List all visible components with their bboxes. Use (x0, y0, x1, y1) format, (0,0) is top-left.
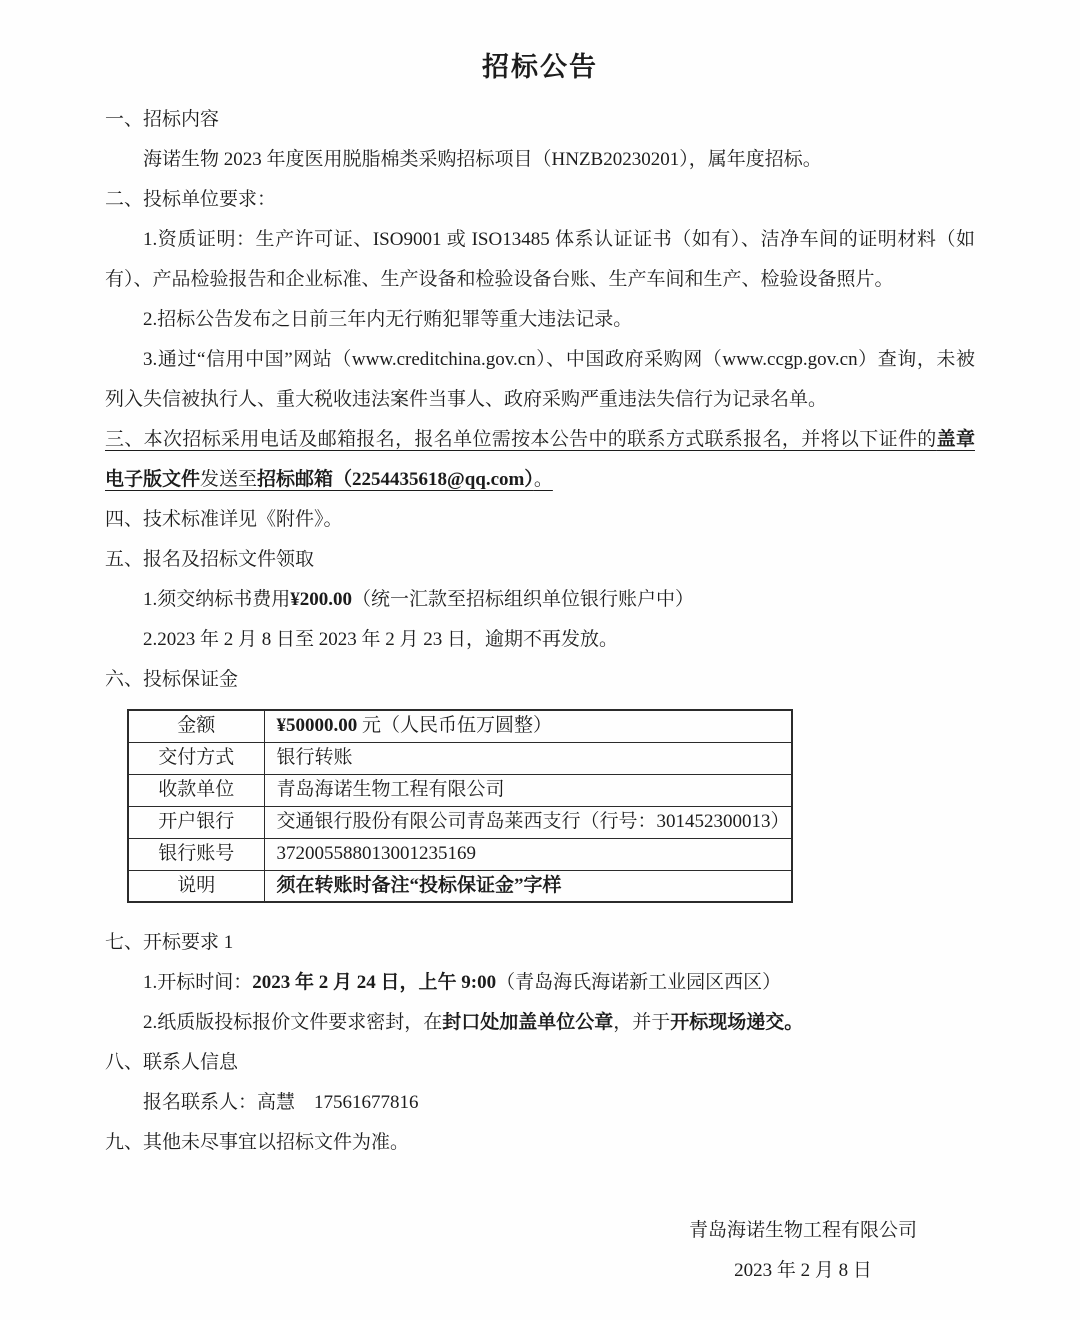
row-label-payment-method: 交付方式 (128, 742, 264, 774)
table-row-account (128, 838, 792, 870)
row-value-bank: 交通银行股份有限公司青岛莱西支行（行号：301452300013） (264, 806, 792, 838)
table-row-note (128, 870, 792, 902)
section-8-heading: 八、联系人信息 (105, 1052, 239, 1073)
section-6-heading: 六、投标保证金 (105, 669, 239, 690)
section-2-item-2: 2.招标公告发布之日前三年内无行贿犯罪等重大违法记录。 (143, 309, 633, 330)
signature-company: 青岛海诺生物工程有限公司 (688, 1220, 917, 1241)
row-value-account: 372005588013001235169 (264, 838, 792, 870)
row-value-amount: ¥50000.00 元（人民币伍万圆整） (264, 710, 792, 742)
page-title: 招标公告 (482, 52, 598, 82)
row-label-payee: 收款单位 (128, 774, 264, 806)
table-row-payment-method (128, 742, 792, 774)
row-value-payee: 青岛海诺生物工程有限公司 (264, 774, 792, 806)
table-row-bank (128, 806, 792, 838)
row-label-account: 银行账号 (128, 838, 264, 870)
section-5-heading: 五、报名及招标文件领取 (105, 549, 315, 570)
section-3-paragraph: 三、本次招标采用电话及邮箱报名，报名单位需按本公告中的联系方式联系报名，并将以下证件的盖章电子版文件发送至招标邮箱（2254435618@qq.com）。 (105, 429, 975, 490)
section-1-body: 海诺生物 2023 年度医用脱脂棉类采购招标项目（HNZB20230201），属年度招标。 (143, 149, 822, 170)
contact-person-line: 报名联系人：高慧 17561677816 (143, 1092, 419, 1113)
section-1-heading: 一、招标内容 (105, 109, 220, 130)
section-2-item-1: 1.资质证明：生产许可证、ISO9001 或 ISO13485 体系认证证书（如有）、洁净车间的证明材料（如有）、产品检验报告和企业标准、生产设备和检验设备台账、生产车间和生产、检验设备照片。 (105, 229, 975, 290)
row-value-note: 须在转账时备注“投标保证金”字样 (264, 870, 792, 902)
signature-block (653, 1211, 953, 1291)
section-4-heading: 四、技术标准详见《附件》。 (105, 509, 343, 530)
bid-bond-table (127, 709, 793, 903)
section-2-item-3: 3.通过“信用中国”网站（www.creditchina.gov.cn）、中国政府采购网（www.ccgp.gov.cn）查询，未被列入失信被执行人、重大税收违法案件当事人、政府采购严重违法失信行为记录名单。 (105, 349, 975, 410)
section-5-item-1: 1.须交纳标书费用¥200.00（统一汇款至招标组织单位银行账户中） (143, 589, 695, 610)
row-label-note: 说明 (128, 870, 264, 902)
section-9-heading: 九、其他未尽事宜以招标文件为准。 (105, 1132, 410, 1153)
table-row-amount (128, 710, 792, 742)
row-value-payment-method: 银行转账 (264, 742, 792, 774)
section-2-heading: 二、投标单位要求： (105, 189, 277, 210)
section-7-item-1: 1.开标时间：2023 年 2 月 24 日，上午 9:00（青岛海氏海诺新工业园区西区） (143, 972, 782, 993)
table-row-payee (128, 774, 792, 806)
section-7-item-2: 2.纸质版投标报价文件要求密封，在封口处加盖单位公章，并于开标现场递交。 (143, 1012, 804, 1033)
section-7-heading: 七、开标要求 1 (105, 932, 234, 953)
row-label-bank: 开户银行 (128, 806, 264, 838)
signature-date: 2023 年 2 月 8 日 (734, 1260, 872, 1281)
row-label-amount: 金额 (128, 710, 264, 742)
section-5-item-2: 2.2023 年 2 月 8 日至 2023 年 2 月 23 日，逾期不再发放。 (143, 629, 619, 650)
